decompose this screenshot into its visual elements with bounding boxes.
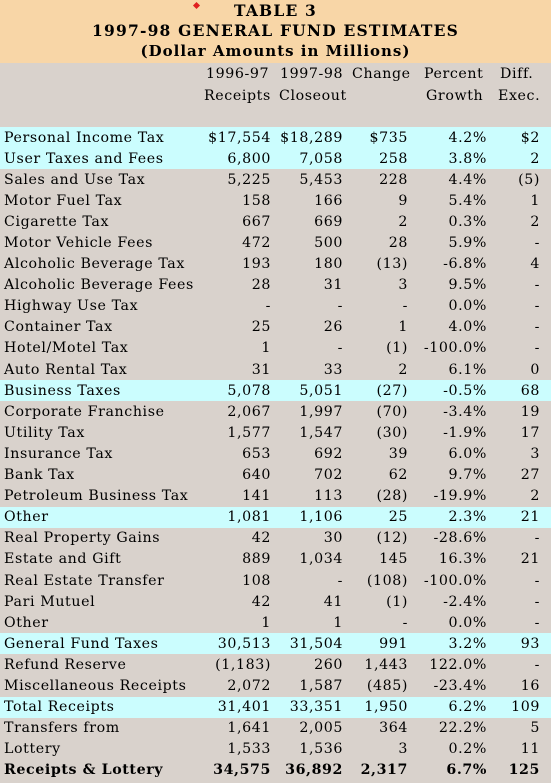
- cell-percent-growth: 5.4%: [448, 192, 487, 209]
- cell-percent-growth: 4.2%: [414, 127, 494, 148]
- cell-diff-exec: 2: [494, 148, 551, 169]
- cell-receipts: 1: [261, 340, 271, 357]
- row-label: Hotel/Motel Tax: [4, 340, 129, 357]
- cell-closeout: 1: [333, 614, 343, 631]
- cell-closeout: 31: [323, 277, 343, 294]
- cell-change: 3: [398, 741, 408, 758]
- cell-closeout: 113: [314, 488, 343, 505]
- cell-closeout: 692: [314, 445, 343, 462]
- cell-closeout: 166: [314, 192, 343, 209]
- cell-change: 991: [347, 633, 414, 654]
- cell-percent-growth: 9.5%: [448, 277, 487, 294]
- cell-diff-exec: 11: [520, 741, 540, 758]
- cell-receipts: 1: [261, 614, 271, 631]
- cell-receipts: $17,554: [198, 127, 272, 148]
- row-label: Total Receipts: [0, 697, 198, 718]
- cell-receipts: 2,067: [227, 403, 271, 420]
- cell-change: (1): [386, 340, 408, 357]
- cell-closeout: 5,051: [272, 380, 347, 401]
- cell-receipts: 108: [242, 572, 271, 589]
- cell-receipts: 1,533: [227, 741, 271, 758]
- cell-percent-growth: 0.2%: [448, 741, 487, 758]
- cell-receipts: 6,800: [198, 148, 272, 169]
- cell-diff-exec: -: [534, 656, 540, 673]
- cell-change: 2: [398, 361, 408, 378]
- cell-change: 228: [379, 171, 408, 188]
- cell-diff-exec: 5: [530, 720, 540, 737]
- table-row: [0, 760, 551, 781]
- cell-change: 145: [379, 551, 408, 568]
- cell-change: (27): [347, 380, 414, 401]
- cell-diff-exec: -: [534, 319, 540, 336]
- cell-percent-growth: 0.0%: [448, 614, 487, 631]
- row-label: Auto Rental Tax: [4, 361, 128, 378]
- table-row: [0, 591, 551, 612]
- cell-diff-exec: 93: [494, 633, 551, 654]
- cell-closeout: -: [337, 572, 343, 589]
- cell-change: $735: [347, 127, 414, 148]
- cell-change: 364: [379, 720, 408, 737]
- table-row: [0, 380, 551, 401]
- row-label: Petroleum Business Tax: [4, 488, 189, 505]
- cell-diff-exec: 3: [530, 445, 540, 462]
- cell-diff-exec: 21: [520, 551, 540, 568]
- row-label: Miscellaneous Receipts: [4, 677, 187, 694]
- table-row: [0, 169, 551, 190]
- row-label: Personal Income Tax: [0, 127, 198, 148]
- cell-percent-growth: -19.9%: [433, 488, 487, 505]
- cell-percent-growth: 6.0%: [448, 445, 487, 462]
- cell-diff-exec: $2: [494, 127, 551, 148]
- table-row: [0, 528, 551, 549]
- col-diff-label: Diff.: [500, 66, 534, 82]
- cell-receipts: 25: [251, 319, 271, 336]
- cell-diff-exec: -: [534, 614, 540, 631]
- row-label: Real Property Gains: [4, 530, 161, 547]
- cell-closeout: 41: [323, 593, 343, 610]
- table-row: [0, 338, 551, 359]
- table-row: [0, 486, 551, 507]
- row-label: Estate and Gift: [4, 551, 122, 568]
- row-label: General Fund Taxes: [0, 633, 198, 654]
- cell-percent-growth: -0.5%: [414, 380, 494, 401]
- cell-percent-growth: 0.0%: [448, 298, 487, 315]
- estimates-table: [0, 127, 551, 781]
- row-label: Motor Vehicle Fees: [4, 235, 153, 252]
- cell-percent-growth: -100.0%: [423, 572, 487, 589]
- cell-receipts: 472: [242, 235, 271, 252]
- cell-percent-growth: 4.4%: [448, 171, 487, 188]
- table-row: [0, 359, 551, 380]
- cell-diff-exec: 68: [494, 380, 551, 401]
- cell-change: (1): [386, 593, 408, 610]
- row-label: Business Taxes: [0, 380, 198, 401]
- row-label: Pari Mutuel: [4, 593, 96, 610]
- table-row: [0, 675, 551, 696]
- cell-diff-exec: 27: [520, 467, 540, 484]
- cell-receipts: 1,641: [227, 720, 271, 737]
- cell-percent-growth: 2.3%: [414, 507, 494, 528]
- table-row: [0, 127, 551, 148]
- table-row: [0, 443, 551, 464]
- title-line-3: (Dollar Amounts in Millions): [140, 42, 411, 60]
- cell-percent-growth: -1.9%: [443, 424, 487, 441]
- cell-change: (12): [376, 530, 408, 547]
- cell-closeout: 5,453: [299, 171, 343, 188]
- cell-diff-exec: -: [534, 298, 540, 315]
- cell-receipts: 141: [242, 488, 271, 505]
- cell-percent-growth: 22.2%: [438, 720, 487, 737]
- cell-closeout: 36,892: [285, 762, 343, 779]
- cell-change: 1: [398, 319, 408, 336]
- row-label: Alcoholic Beverage Fees: [4, 277, 194, 294]
- table-row: [0, 549, 551, 570]
- cell-change: 258: [347, 148, 414, 169]
- cell-closeout: -: [337, 340, 343, 357]
- cell-change: 62: [388, 467, 408, 484]
- cell-percent-growth: 3.8%: [414, 148, 494, 169]
- cell-change: (485): [366, 677, 408, 694]
- cell-closeout: 1,034: [299, 551, 343, 568]
- cell-diff-exec: 0: [530, 361, 540, 378]
- cell-percent-growth: 5.9%: [448, 235, 487, 252]
- table-row: [0, 401, 551, 422]
- cell-receipts: 193: [242, 256, 271, 273]
- cell-diff-exec: 1: [530, 192, 540, 209]
- cell-diff-exec: -: [534, 340, 540, 357]
- cell-receipts: 42: [251, 530, 271, 547]
- cell-receipts: 1,577: [227, 424, 271, 441]
- cell-receipts: 5,225: [227, 171, 271, 188]
- cell-closeout: 1,547: [299, 424, 343, 441]
- cell-receipts: 667: [242, 213, 271, 230]
- title-line-1: TABLE 3: [233, 1, 318, 20]
- cell-closeout: 1,106: [272, 507, 347, 528]
- cell-percent-growth: 16.3%: [438, 551, 487, 568]
- cell-diff-exec: 16: [520, 677, 540, 694]
- row-label: User Taxes and Fees: [0, 148, 198, 169]
- row-label: Lottery: [4, 741, 61, 758]
- cell-receipts: -: [265, 298, 271, 315]
- cell-change: 28: [388, 235, 408, 252]
- cell-closeout: 180: [314, 256, 343, 273]
- cell-closeout: 260: [314, 656, 343, 673]
- cell-diff-exec: 4: [530, 256, 540, 273]
- cell-closeout: 30: [323, 530, 343, 547]
- cell-closeout: 2,005: [299, 720, 343, 737]
- cell-receipts: 653: [242, 445, 271, 462]
- cell-percent-growth: 0.3%: [448, 213, 487, 230]
- table-row: [0, 254, 551, 275]
- cell-change: 1,443: [364, 656, 408, 673]
- col-receipts-label: Receipts: [204, 88, 271, 104]
- table-row: [0, 718, 551, 739]
- title-line-2: 1997-98 GENERAL FUND ESTIMATES: [92, 21, 459, 40]
- table-row: [0, 697, 551, 718]
- cell-receipts: 30,513: [198, 633, 272, 654]
- cell-diff-exec: 2: [530, 488, 540, 505]
- cell-diff-exec: -: [534, 572, 540, 589]
- table-row: [0, 275, 551, 296]
- cell-receipts: 1,081: [198, 507, 272, 528]
- col-percent-label: Percent: [424, 66, 484, 82]
- row-label: Corporate Franchise: [4, 403, 165, 420]
- cell-diff-exec: 21: [494, 507, 551, 528]
- cell-percent-growth: -100.0%: [423, 340, 487, 357]
- cell-change: (13): [376, 256, 408, 273]
- table-row: [0, 465, 551, 486]
- cell-percent-growth: -28.6%: [433, 530, 487, 547]
- row-label: Motor Fuel Tax: [4, 192, 123, 209]
- col-closeout-label: Closeout: [279, 88, 347, 104]
- cell-receipts: 31: [251, 361, 271, 378]
- cell-diff-exec: 17: [520, 424, 540, 441]
- table-row: [0, 654, 551, 675]
- col-change-label: Change: [352, 66, 411, 82]
- table-row: [0, 148, 551, 169]
- cell-closeout: 1,997: [299, 403, 343, 420]
- table-row: [0, 633, 551, 654]
- cell-receipts: 640: [242, 467, 271, 484]
- cell-change: 25: [347, 507, 414, 528]
- row-label: Refund Reserve: [4, 656, 127, 673]
- row-label: Sales and Use Tax: [4, 171, 146, 188]
- cell-receipts: 31,401: [198, 697, 272, 718]
- cell-percent-growth: 6.2%: [414, 697, 494, 718]
- cell-diff-exec: 2: [530, 213, 540, 230]
- row-label: Other: [0, 507, 198, 528]
- row-label: Utility Tax: [4, 424, 85, 441]
- cell-receipts: 5,078: [198, 380, 272, 401]
- cell-diff-exec: -: [534, 235, 540, 252]
- cell-change: 39: [388, 445, 408, 462]
- cell-closeout: 1,587: [299, 677, 343, 694]
- column-headers: [0, 63, 551, 127]
- cell-receipts: 2,072: [227, 677, 271, 694]
- col-growth-label: Growth: [426, 88, 484, 104]
- col-receipts-year: 1996-97: [206, 66, 270, 82]
- cell-closeout: 7,058: [272, 148, 347, 169]
- cell-percent-growth: 6.1%: [448, 361, 487, 378]
- table-row: [0, 296, 551, 317]
- cell-change: (30): [376, 424, 408, 441]
- cell-closeout: -: [337, 298, 343, 315]
- table-row: [0, 317, 551, 338]
- cell-change: 2: [398, 213, 408, 230]
- row-label: Transfers from: [4, 720, 120, 737]
- cell-diff-exec: (5): [518, 171, 540, 188]
- cell-receipts: 28: [251, 277, 271, 294]
- table-row: [0, 211, 551, 232]
- table-row: [0, 612, 551, 633]
- table-row: [0, 570, 551, 591]
- cell-receipts: 158: [242, 192, 271, 209]
- cell-diff-exec: 19: [520, 403, 540, 420]
- cell-receipts: 889: [242, 551, 271, 568]
- table-row: [0, 507, 551, 528]
- row-label: Bank Tax: [4, 467, 75, 484]
- cell-percent-growth: -6.8%: [443, 256, 487, 273]
- row-label: Alcoholic Beverage Tax: [4, 256, 185, 273]
- cell-diff-exec: -: [534, 530, 540, 547]
- table-row: [0, 422, 551, 443]
- cell-receipts: 42: [251, 593, 271, 610]
- cell-change: (70): [376, 403, 408, 420]
- cell-diff-exec: 109: [494, 697, 551, 718]
- cell-change: -: [402, 298, 408, 315]
- cell-change: 2,317: [360, 762, 408, 779]
- row-label: Container Tax: [4, 319, 113, 336]
- cell-diff-exec: -: [534, 277, 540, 294]
- cell-percent-growth: 9.7%: [448, 467, 487, 484]
- cell-percent-growth: 6.7%: [446, 762, 487, 779]
- row-label: Other: [4, 614, 49, 631]
- cell-percent-growth: 3.2%: [414, 633, 494, 654]
- cell-percent-growth: 122.0%: [429, 656, 487, 673]
- cell-diff-exec: 125: [508, 762, 540, 779]
- table-row: [0, 232, 551, 253]
- cell-closeout: 500: [314, 235, 343, 252]
- col-exec-label: Exec.: [498, 88, 541, 104]
- cell-closeout: 33,351: [272, 697, 347, 718]
- row-label: Insurance Tax: [4, 445, 114, 462]
- cell-percent-growth: 4.0%: [448, 319, 487, 336]
- cell-percent-growth: -2.4%: [443, 593, 487, 610]
- cell-closeout: 1,536: [299, 741, 343, 758]
- cell-closeout: $18,289: [272, 127, 347, 148]
- cell-change: -: [402, 614, 408, 631]
- col-closeout-year: 1997-98: [280, 66, 344, 82]
- cell-closeout: 31,504: [272, 633, 347, 654]
- cell-closeout: 33: [323, 361, 343, 378]
- row-label: Highway Use Tax: [4, 298, 139, 315]
- cell-closeout: 702: [314, 467, 343, 484]
- cell-receipts: 34,575: [213, 762, 271, 779]
- cell-change: (28): [376, 488, 408, 505]
- cell-receipts: (1,183): [215, 656, 271, 673]
- table-row: [0, 190, 551, 211]
- cell-change: 1,950: [347, 697, 414, 718]
- cell-closeout: 669: [314, 213, 343, 230]
- cell-closeout: 26: [323, 319, 343, 336]
- row-label: Cigarette Tax: [4, 213, 110, 230]
- row-label: Real Estate Transfer: [4, 572, 165, 589]
- table-body: [0, 127, 551, 781]
- table-title: [0, 0, 551, 63]
- cell-percent-growth: -3.4%: [443, 403, 487, 420]
- row-label: Receipts & Lottery: [4, 762, 164, 779]
- table-row: [0, 739, 551, 760]
- cell-percent-growth: -23.4%: [433, 677, 487, 694]
- cell-change: 9: [398, 192, 408, 209]
- cell-diff-exec: -: [534, 593, 540, 610]
- cell-change: 3: [398, 277, 408, 294]
- cell-change: (108): [366, 572, 408, 589]
